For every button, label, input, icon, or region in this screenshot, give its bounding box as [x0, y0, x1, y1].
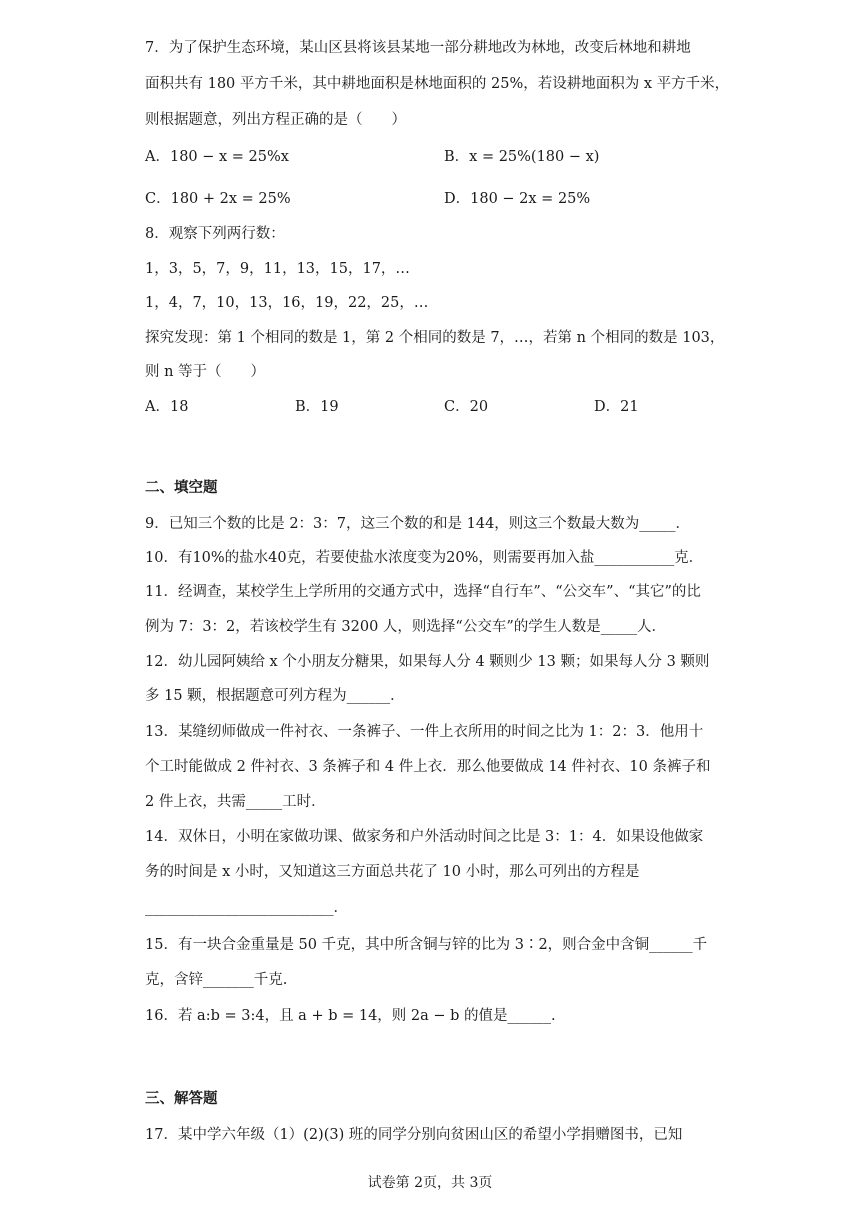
q14-line1: 14．双休日，小明在家做功课、做家务和户外活动时间之比是 3：1：4．如果设他做家 — [145, 829, 704, 845]
q8-line4: 探究发现：第 1 个相同的数是 1，第 2 个相同的数是 7，…，若第 n 个相同的数是 103， — [145, 330, 725, 346]
q17-line1: 17．某中学六年级（1）(2)(3) 班的同学分别向贫困山区的希望小学捐赠图书，已知 — [145, 1127, 683, 1143]
q13-line2: 个工时能做成 2 件衬衣、3 条裤子和 4 件上衣．那么他要做成 14 件衬衣、10 条裤子和 — [145, 759, 711, 775]
q7-option-d: D．180 − 2x = 25% — [444, 191, 591, 207]
q11-line2: 例为 7：3：2，若该校学生有 3200 人，则选择“公交车”的学生人数是_____人． — [145, 619, 666, 635]
q7-option-a: A．180 − x = 25%x — [145, 149, 289, 165]
q8-line1: 8．观察下列两行数： — [145, 226, 285, 242]
q15-line2: 克，含锌_______千克. — [145, 972, 288, 988]
section-heading-fill-in: 二、填空题 — [145, 479, 218, 496]
q8-row2: 1，4，7，10，13，16，19，22，25，… — [145, 295, 429, 311]
q15-line1: 15．有一块合金重量是 50 千克，其中所含铜与锌的比为 3∶2，则合金中含铜______千 — [145, 937, 708, 953]
q8-option-a: A．18 — [145, 399, 189, 415]
q7-line1: 7．为了保护生态环境，某山区县将该县某地一部分耕地改为林地，改变后林地和耕地 — [145, 40, 691, 56]
section-heading-solve: 三、解答题 — [145, 1090, 218, 1107]
q8-line5: 则 n 等于（ ） — [145, 364, 266, 380]
q14-line3: __________________________． — [145, 900, 348, 916]
q8-row1: 1，3，5，7，9，11，13，15，17，… — [145, 261, 410, 277]
q7-line2: 面积共有 180 平方千米，其中耕地面积是林地面积的 25%，若设耕地面积为 x 平方千米， — [145, 76, 730, 92]
q8-option-d: D．21 — [594, 399, 639, 415]
q13-line1: 13．某缝纫师做成一件衬衣、一条裤子、一件上衣所用的时间之比为 1：2：3．他用十 — [145, 724, 704, 740]
page-footer: 试卷第 2页，共 3页 — [367, 1175, 493, 1191]
q9: 9．已知三个数的比是 2：3：7，这三个数的和是 144，则这三个数最大数为_____． — [145, 516, 691, 532]
q7-line3: 则根据题意，列出方程正确的是（ ） — [145, 112, 406, 128]
q12-line1: 12．幼儿园阿姨给 x 个小朋友分糖果，如果每人分 4 颗则少 13 颗；如果每人分 3 颗则 — [145, 654, 710, 670]
q7-option-b: B．x = 25%(180 − x) — [444, 149, 600, 165]
q11-line1: 11．经调查，某校学生上学所用的交通方式中，选择“自行车”、“公交车”、“其它”的比 — [145, 584, 701, 600]
q10: 10．有10%的盐水40克，若要使盐水浓度变为20%，则需要再加入盐___________克． — [145, 550, 704, 566]
q8-option-b: B．19 — [295, 399, 339, 415]
q14-line2: 务的时间是 x 小时，又知道这三方面总共花了 10 小时，那么可列出的方程是 — [145, 864, 640, 880]
q13-line3: 2 件上衣，共需_____工时． — [145, 794, 326, 810]
q16: 16．若 a:b = 3:4，且 a + b = 14，则 2a − b 的值是______. — [145, 1008, 556, 1024]
q12-line2: 多 15 颗，根据题意可列方程为______． — [145, 688, 405, 704]
q8-option-c: C．20 — [444, 399, 489, 415]
q7-option-c: C．180 + 2x = 25% — [145, 191, 291, 207]
